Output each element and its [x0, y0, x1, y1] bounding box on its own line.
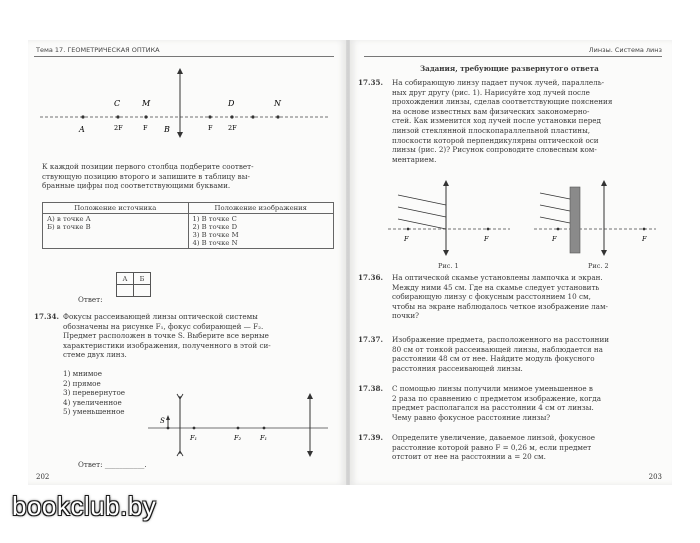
right-page	[350, 40, 672, 485]
answer-grid: А Б	[116, 272, 151, 297]
intro-text: К каждой позиции первого столбца подберите соответ- ствующую позицию второго и запишите в таблицу вы- бранные цифры под соответствующими буквами.	[42, 162, 254, 191]
image-options: 1) В точке C 2) В точке D 3) В точке M 4) В точке N	[188, 214, 334, 249]
answer-line: Ответ: ___________.	[78, 460, 147, 469]
figure-2	[530, 175, 660, 260]
matching-table	[42, 202, 334, 249]
label-f2: F₂	[234, 434, 242, 442]
problem-text-36: На оптической скамье установлены лампочка и экран. Между ними 45 см. Где на скамье следует установить собирающую линзу с фокусным расстоянием 10 см, чтобы на экране наблюдалось четкое изображение лам- почки?	[392, 273, 608, 321]
problem-number-38: 17.38.	[358, 384, 384, 393]
label-b: B	[164, 125, 170, 134]
answer-label: Ответ:	[78, 295, 103, 304]
left-page-header: Тема 17. ГЕОМЕТРИЧЕСКАЯ ОПТИКА	[36, 46, 160, 54]
problem-number-39: 17.39.	[358, 433, 384, 442]
label-s: S	[160, 417, 165, 425]
problem-text-35: На собирающую линзу падает пучок лучей, параллель- ных друг другу (рис. 1). Нарисуйте ход лучей после прохождения линзы, сделав соответствующие пояснения на основе известных вам физических закономерно- стей. Как изменится ход лучей после установки перед линзой стеклянной плоскопараллельной пластины, плоскости которой перпендикулярны оптической оси линзы (рис. 2)? Рисунок сопроводите словесным ком- ментарием.	[392, 78, 613, 164]
problem-text: Фокусы рассеивающей линзы оптической системы обозначены на рисунке F₁, фокус собирающей — F₂. Предмет расположен в точке S. Выберите все верные характеристики изображения, полученного в этой си- стеме двух линз.	[63, 312, 271, 360]
left-page-number: 202	[36, 473, 50, 481]
problem-number-35: 17.35.	[358, 78, 384, 87]
label-f-right: F	[208, 124, 213, 132]
source-options: А) в точке A Б) в точке B	[43, 214, 189, 249]
right-page-header: Линзы. Система линз	[588, 46, 662, 54]
col-image-header: Положение изображения	[188, 203, 334, 214]
section-title: Задания, требующие развернутого ответа	[420, 64, 599, 73]
problem-text-39: Определите увеличение, даваемое линзой, фокусное расстояние которой равно F = 0,26 м, если предмет отстоит от нее на расстоянии a = 20 см.	[392, 433, 595, 462]
label-f1-a: F₁	[190, 434, 198, 442]
right-page-number: 203	[648, 473, 662, 481]
answer-cell-a[interactable]	[117, 285, 134, 297]
watermark-logo: bookclub.by	[12, 491, 157, 521]
two-lens-diagram	[138, 390, 338, 460]
label-f1-b: F₁	[260, 434, 268, 442]
answer-cell-b[interactable]	[134, 285, 151, 297]
header-rule	[364, 56, 662, 57]
figure-1	[384, 175, 514, 260]
problem-number: 17.34.	[34, 312, 60, 321]
label-m: M	[142, 99, 151, 108]
fig1-label-f-left: F	[404, 235, 409, 243]
lens-axis-diagram	[28, 64, 346, 142]
label-2f-right: 2F	[228, 124, 237, 132]
problem-text-38: С помощью линзы получили мнимое уменьшенное в 2 раза по сравнению с предметом изображение, когда предмет располагался на расстоянии 4 см от линзы. Чему равно фокусное расстояние линзы?	[392, 384, 601, 422]
col-source-header: Положение источника	[43, 203, 189, 214]
label-n: N	[274, 99, 281, 108]
fig2-label-f-right: F	[642, 235, 647, 243]
left-page	[28, 40, 346, 485]
label-2f-left: 2F	[114, 124, 123, 132]
label-f-left: F	[143, 124, 148, 132]
fig2-label-f-left: F	[552, 235, 557, 243]
label-a: A	[79, 125, 85, 134]
header-rule	[34, 56, 334, 57]
fig1-caption: Рис. 1	[438, 262, 459, 270]
problem-number-36: 17.36.	[358, 273, 384, 282]
fig1-label-f-right: F	[484, 235, 489, 243]
label-c: C	[114, 99, 121, 108]
answer-options: 1) мнимое 2) прямое 3) перевернутое 4) увеличенное 5) уменьшенное	[63, 369, 126, 417]
label-d: D	[228, 99, 235, 108]
fig2-caption: Рис. 2	[588, 262, 609, 270]
problem-text-37: Изображение предмета, расположенного на расстоянии 80 см от тонкой рассеивающей линзы, наблюдается на расстоянии 48 см от нее. Найдите модуль фокусного расстояния рассеивающей линзы.	[392, 335, 610, 373]
problem-number-37: 17.37.	[358, 335, 384, 344]
